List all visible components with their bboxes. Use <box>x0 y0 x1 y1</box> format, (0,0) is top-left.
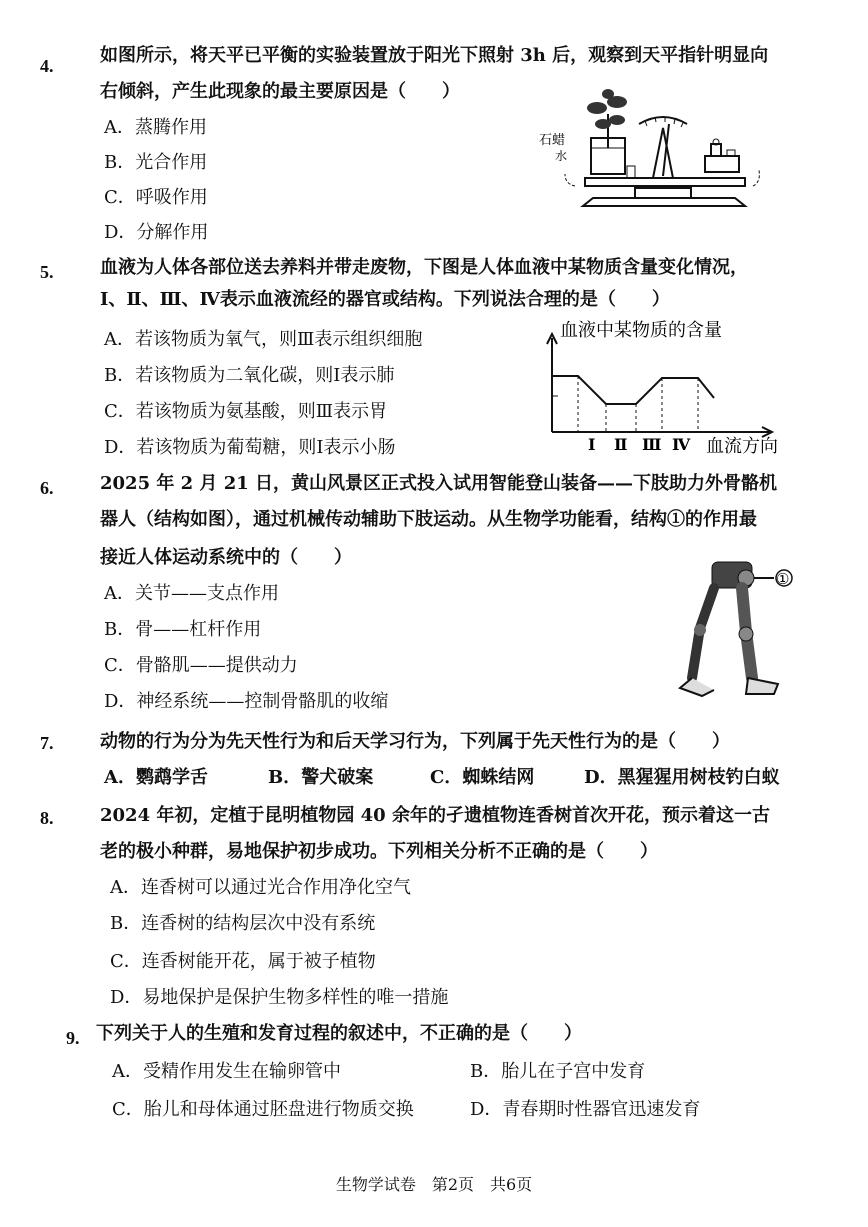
blood-content-chart <box>540 312 800 462</box>
q8-stem-line1: 2024 年初，定植于昆明植物园 40 余年的孑遗植物连香树首次开花，预示着这一古 <box>100 805 770 826</box>
q4-option-d: D．分解作用 <box>104 222 209 243</box>
q7-option-a: A．鹦鹉学舌 <box>104 767 208 788</box>
q6-option-d: D．神经系统——控制骨骼肌的收缩 <box>104 691 389 712</box>
q8-option-d: D．易地保护是保护生物多样性的唯一措施 <box>110 987 449 1008</box>
q4-option-b: B．光合作用 <box>104 152 208 173</box>
q7-option-b: B．警犬破案 <box>268 767 374 788</box>
q6-number: 6. <box>40 478 54 498</box>
chart-tick-3: Ⅲ <box>642 435 662 454</box>
q9-option-b: B．胎儿在子宫中发育 <box>470 1061 646 1082</box>
q4-option-a: A．蒸腾作用 <box>104 117 207 138</box>
chart-tick-2: Ⅱ <box>614 435 628 454</box>
chart-ylabel: 血液中某物质的含量 <box>560 320 722 341</box>
q9-option-c: C．胎儿和母体通过胚盘进行物质交换 <box>112 1099 414 1120</box>
q9-option-a: A．受精作用发生在输卵管中 <box>112 1061 341 1082</box>
q6-option-a: A．关节——支点作用 <box>104 583 279 604</box>
q4-option-c: C．呼吸作用 <box>104 187 208 208</box>
page-footer: 生物学试卷 第2页 共6页 <box>335 1175 533 1194</box>
fig-label-wax: 石蜡 <box>539 133 566 148</box>
q5-option-d: D．若该物质为葡萄糖，则Ⅰ表示小肠 <box>104 437 396 458</box>
q5-number: 5. <box>40 262 54 282</box>
q9-number: 9. <box>66 1028 80 1048</box>
q7-number: 7. <box>40 733 54 753</box>
q7-option-d: D．黑猩猩用树枝钓白蚁 <box>584 767 780 788</box>
q6-stem-line2: 器人（结构如图），通过机械传动辅助下肢运动。从生物学功能看，结构①的作用最 <box>100 509 757 530</box>
q5-stem-line1: 血液为人体各部位送去养料并带走废物，下图是人体血液中某物质含量变化情况， <box>100 257 748 278</box>
balance-experiment-figure <box>535 88 775 218</box>
q8-option-b: B．连香树的结构层次中没有系统 <box>110 913 376 934</box>
q6-stem-line1: 2025 年 2 月 21 日，黄山风景区正式投入试用智能登山装备——下肢助力外骨骼机 <box>100 473 778 494</box>
q5-option-c: C．若该物质为氨基酸，则Ⅲ表示胃 <box>104 401 388 422</box>
q8-option-a: A．连香树可以通过光合作用净化空气 <box>110 877 411 898</box>
q5-stem-line2: Ⅰ、Ⅱ、Ⅲ、Ⅳ表示血液流经的器官或结构。下列说法合理的是（ ） <box>100 289 670 310</box>
exoskeleton-robot-figure <box>662 548 802 708</box>
q6-stem-line3: 接近人体运动系统中的（ ） <box>100 547 352 568</box>
fig-marker-1: ① <box>776 570 790 588</box>
q7-stem-line1: 动物的行为分为先天性行为和后天学习行为，下列属于先天性行为的是（ ） <box>100 731 730 752</box>
chart-tick-4: Ⅳ <box>672 435 691 454</box>
fig-label-water: 水 <box>555 149 568 163</box>
q5-option-a: A．若该物质为氧气，则Ⅲ表示组织细胞 <box>104 329 423 350</box>
q8-option-c: C．连香树能开花，属于被子植物 <box>110 951 376 972</box>
chart-tick-1: Ⅰ <box>588 435 596 454</box>
q4-stem-line1: 如图所示，将天平已平衡的实验装置放于阳光下照射 3h 后，观察到天平指针明显向 <box>100 45 769 66</box>
q7-option-c: C．蜘蛛结网 <box>430 767 535 788</box>
q9-option-d: D．青春期时性器官迅速发育 <box>470 1099 701 1120</box>
chart-line <box>552 376 714 404</box>
q6-option-c: C．骨骼肌——提供动力 <box>104 655 298 676</box>
q8-number: 8. <box>40 808 54 828</box>
q4-stem-line2: 右倾斜，产生此现象的最主要原因是（ ） <box>100 81 460 102</box>
q6-option-b: B．骨——杠杆作用 <box>104 619 262 640</box>
q9-stem-line1: 下列关于人的生殖和发育过程的叙述中，不正确的是（ ） <box>96 1023 582 1044</box>
q8-stem-line2: 老的极小种群，易地保护初步成功。下列相关分析不正确的是（ ） <box>100 841 658 862</box>
q5-option-b: B．若该物质为二氧化碳，则Ⅰ表示肺 <box>104 365 395 386</box>
q4-number: 4. <box>40 56 54 76</box>
chart-xlabel: 血流方向 <box>706 436 778 457</box>
